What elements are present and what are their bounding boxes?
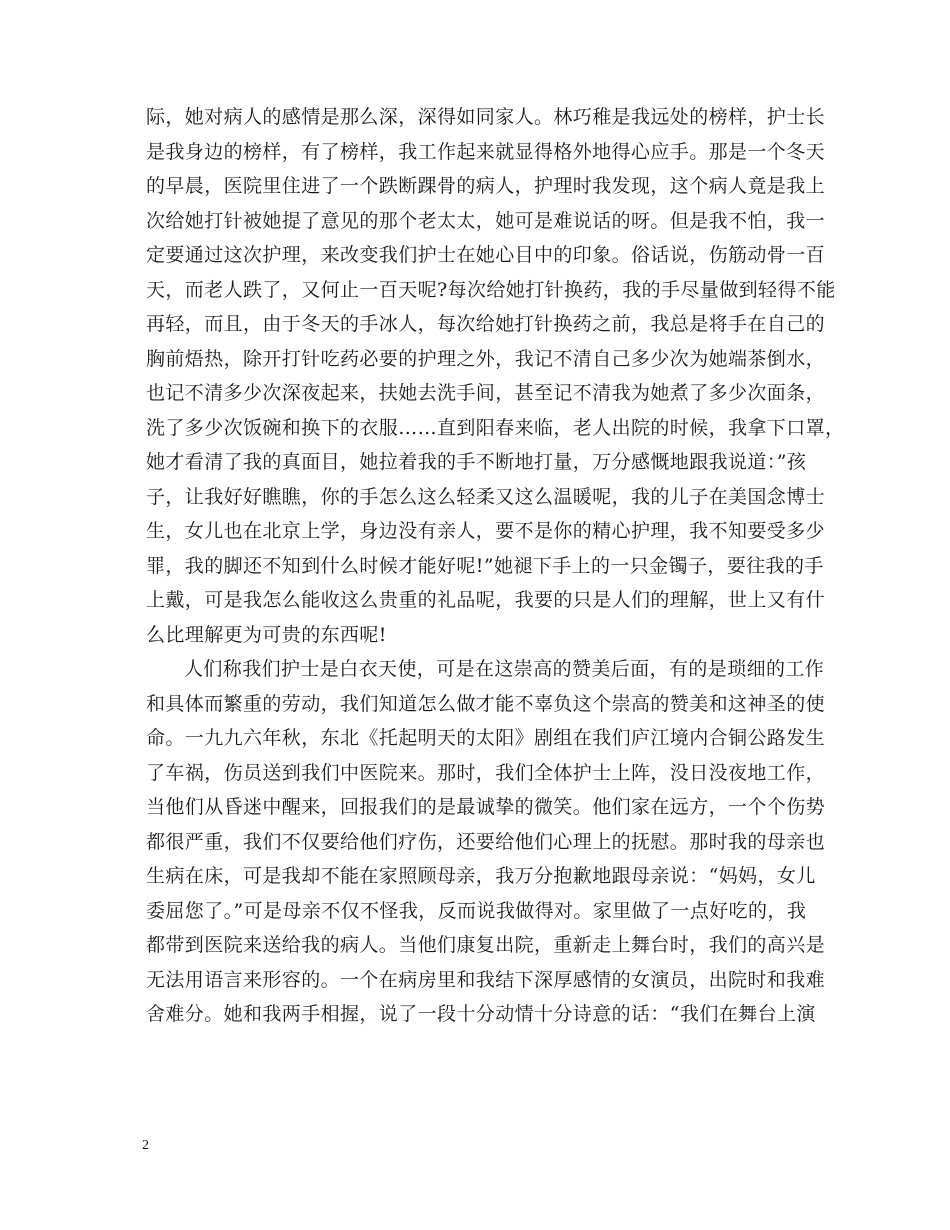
text-line: 子，让我好好瞧瞧，你的手怎么这么轻柔又这么温暖呢，我的儿子在美国念博士 xyxy=(146,485,826,508)
text-line: 无法用语言来形容的。一个在病房里和我结下深厚感情的女演员，出院时和我难 xyxy=(146,968,826,991)
text-line: 了车祸，伤员送到我们中医院来。那时，我们全体护士上阵，没日没夜地工作， xyxy=(146,761,826,784)
text-line: 定要通过这次护理，来改变我们护士在她心目中的印象。俗话说，伤筋动骨一百 xyxy=(146,244,826,266)
text-line: 上戴，可是我怎么能收这么贵重的礼品呢，我要的只是人们的理解，世上又有什 xyxy=(146,589,826,611)
text-line: 她才看清了我的真面目，她拉着我的手不断地打量，万分感慨地跟我说道：”孩 xyxy=(146,451,807,473)
text-line: 都带到医院来送给我的病人。当他们康复出院，重新走上舞台时，我们的高兴是 xyxy=(146,934,826,956)
text-line: 也记不清多少次深夜起来，扶她去洗手间，甚至记不清我为她煮了多少次面条， xyxy=(146,382,826,404)
text-line: 当他们从昏迷中醒来，回报我们的是最诚挚的微笑。他们家在远方，一个个伤势 xyxy=(146,796,826,818)
text-line: 么比理解更为可贵的东西呢! xyxy=(146,623,387,646)
text-line: 生，女儿也在北京上学，身边没有亲人，要不是你的精心护理，我不知要受多少 xyxy=(146,520,826,542)
text-line: 际，她对病人的感情是那么深，深得如同家人。林巧稚是我远处的榜样，护士长 xyxy=(146,106,826,128)
text-line: 的早晨，医院里住进了一个跌断踝骨的病人，护理时我发现，这个病人竟是我上 xyxy=(146,175,826,197)
text-line: 人们称我们护士是白衣天使，可是在这崇高的赞美后面，有的是琐细的工作 xyxy=(184,658,825,680)
text-line: 舍难分。她和我两手相握，说了一段十分动情十分诗意的话：“我们在舞台上演 xyxy=(146,1003,816,1025)
text-line: 洗了多少次饭碗和换下的衣服……直到阳春来临，老人出院的时候，我拿下口罩， xyxy=(146,416,845,439)
text-line: 再轻，而且，由于冬天的手冰人，每次给她打针换药之前，我总是将手在自己的 xyxy=(146,313,826,335)
text-line: 委屈您了。”可是母亲不仅不怪我，反而说我做得对。家里做了一点好吃的，我 xyxy=(146,899,807,922)
text-line: 是我身边的榜样，有了榜样，我工作起来就显得格外地得心应手。那是一个冬天 xyxy=(146,140,826,163)
text-line: 胸前焐热，除开打针吃药必要的护理之外，我记不清自己多少次为她端茶倒水， xyxy=(146,347,826,370)
text-line: 命。一九九六年秋，东北《托起明天的太阳》剧组在我们庐江境内合铜公路发生 xyxy=(146,727,826,749)
paragraph-1 xyxy=(146,100,845,652)
text-line: 都很严重，我们不仅要给他们疗伤，还要给他们心理上的抚慰。那时我的母亲也 xyxy=(146,830,826,853)
page-number: 2 xyxy=(142,1138,149,1153)
text-line: 罪，我的脚还不知到什么时候才能好呢!”她褪下手上的一只金镯子，要往我的手 xyxy=(146,554,824,577)
text-line: 次给她打针被她提了意见的那个老太太，她可是难说话的呀。但是我不怕，我一 xyxy=(146,209,826,232)
text-line: 生病在床，可是我却不能在家照顾母亲，我万分抱歉地跟母亲说：“妈妈，女儿 xyxy=(146,865,816,887)
document-body xyxy=(146,100,845,1032)
paragraph-2 xyxy=(146,652,826,1032)
text-line: 和具体而繁重的劳动，我们知道怎么做才能不辜负这个崇高的赞美和这神圣的使 xyxy=(146,692,826,715)
text-line: 天，而老人跌了，又何止一百天呢?每次给她打针换药，我的手尽量做到轻得不能 xyxy=(146,278,836,301)
